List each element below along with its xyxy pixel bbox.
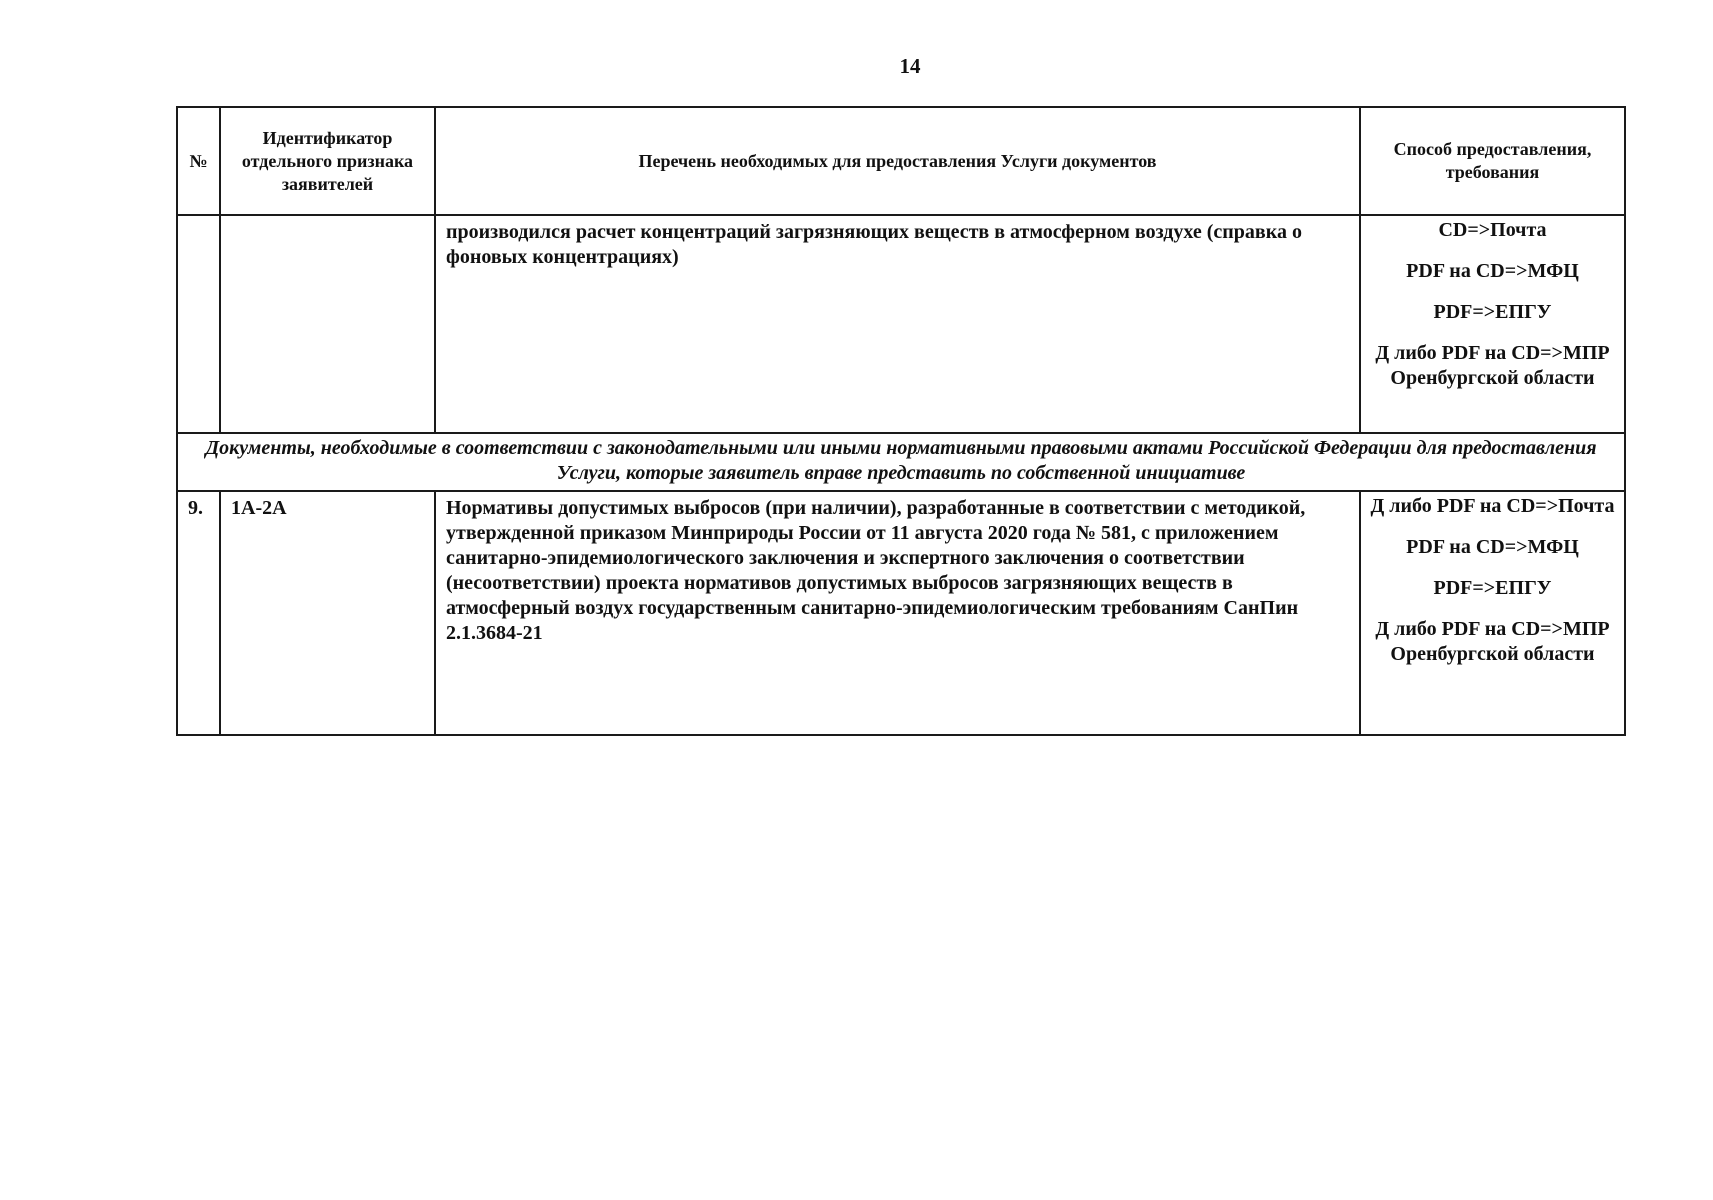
cell-identifier: [220, 215, 435, 433]
table-row-9: [177, 491, 1625, 735]
method-item: PDF=>ЕПГУ: [1433, 301, 1552, 323]
method-item: PDF на CD=>МФЦ: [1406, 260, 1579, 282]
method-item: PDF=>ЕПГУ: [1433, 577, 1552, 599]
method-item: PDF на CD=>МФЦ: [1406, 536, 1579, 558]
method-item: Д либо PDF на CD=>МПР Оренбургской области: [1375, 342, 1610, 389]
method-item: Д либо PDF на CD=>МПР Оренбургской области: [1375, 618, 1610, 665]
section-heading: Документы, необходимые в соответствии с законодательными или иными нормативными правовыми актами Российской Федерации для предоставления Услуги, которые заявитель вправе представить по собственной инициативе: [177, 433, 1625, 491]
header-identifier: Идентификатор отдельного признака заявителей: [220, 107, 435, 215]
cell-num: [177, 215, 220, 433]
cell-documents: Нормативы допустимых выбросов (при наличии), разработанные в соответствии с методикой, утвержденной приказом Минприроды России от 11 августа 2020 года № 581, с приложением санитарно-эпидемиологического заключения и экспертного заключения о соответствии (несоответствии) проекта нормативов допустимых выбросов загрязняющих веществ в атмосферный воздух государственным санитарно-эпидемиологическим требованиям СанПин 2.1.3684-21: [435, 491, 1360, 735]
cell-method: [1360, 215, 1625, 433]
section-heading-row: [177, 433, 1625, 491]
cell-identifier: 1А-2А: [220, 491, 435, 735]
header-method: Способ предоставления, требования: [1360, 107, 1625, 215]
table-header-row: [177, 107, 1625, 215]
cell-num: 9.: [177, 491, 220, 735]
method-item: Д либо PDF на CD=>Почта: [1370, 495, 1615, 517]
table-row-continued: [177, 215, 1625, 433]
cell-method: [1360, 491, 1625, 735]
header-num: №: [177, 107, 220, 215]
page-number: 14: [899, 54, 921, 78]
header-documents: Перечень необходимых для предоставления Услуги документов: [435, 107, 1360, 215]
method-item: CD=>Почта: [1438, 219, 1547, 241]
cell-documents: производился расчет концентраций загрязняющих веществ в атмосферном воздухе (справка о фоновых концентрациях): [435, 215, 1360, 433]
services-documents-table: [176, 106, 1626, 736]
